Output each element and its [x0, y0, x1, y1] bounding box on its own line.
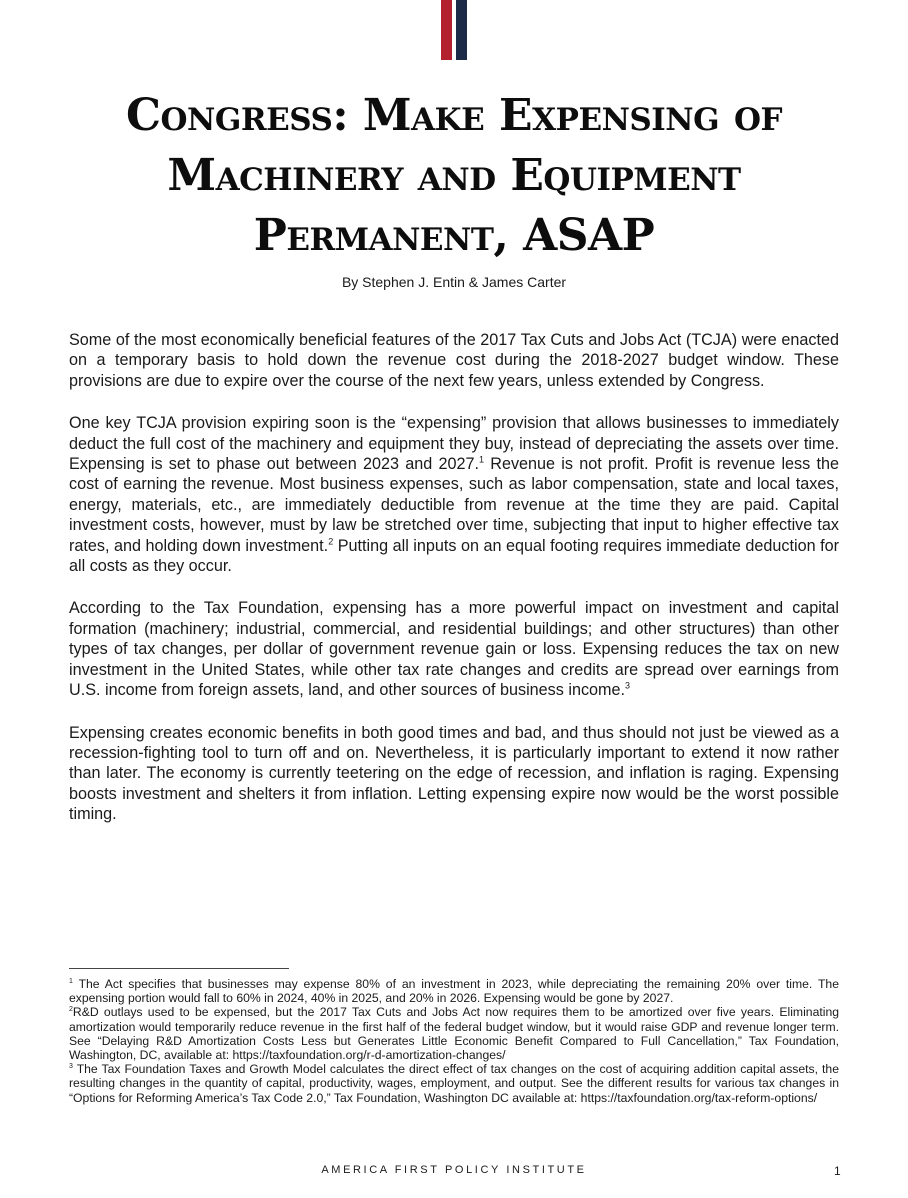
footnote-2-text: R&D outlays used to be expensed, but the 2017 Tax Cuts and Jobs Act now requires them to be amortized over five years. Eliminating amortization would temporarily reduce revenue in the first half of the federal budget window, but it would raise GDP and revenue longer term. See “Delaying R&D Amortization Costs Less but Generates Little Economic Benefit Compared to Full Cancellation,” Tax Foundation, Washington, DC, available at: https://taxfoundation.org/r-d-amortization-changes/	[69, 1005, 839, 1063]
paragraph-4: Expensing creates economic benefits in both good times and bad, and thus should not just be viewed as a recession-fighting tool to turn off and on. Nevertheless, it is particularly important to extend it now rather than later. The economy is currently teetering on the edge of recession, and inflation is raging. Expensing boosts investment and shelters it from inflation. Letting expensing expire now would be the worst possible timing.	[69, 723, 839, 824]
page-title: Congress: Make Expensing of Machinery and Equipment Permanent, ASAP	[126, 90, 782, 261]
footnote-3	[69, 1062, 839, 1105]
paragraph-2	[69, 413, 839, 576]
logo-navy-bar	[456, 0, 467, 60]
footnote-1-text: The Act specifies that businesses may expense 80% of an investment in 2023, while depreciating the remaining 20% over time. The expensing portion would fall to 60% in 2024, 40% in 2025, and 20% in 2026. Expensing would be gone by 2027.	[69, 977, 839, 1006]
article-body	[69, 330, 839, 847]
footnote-ref-2: 2	[328, 536, 334, 547]
footnote-3-text: The Tax Foundation Taxes and Growth Model calculates the direct effect of tax changes on the cost of acquiring addition capital assets, the resulting changes in the quantity of capital, productivity, wages, employment, and output. See the different results for various tax changes in “Options for Reforming America’s Tax Code 2.0,” Tax Foundation, Washington DC available at: https://taxfoundation.org/tax-reform-options/	[69, 1062, 839, 1105]
page-number: 1	[834, 1164, 841, 1178]
paragraph-2-text-a: One key TCJA provision expiring soon is the “expensing” provision that allows businesses to immediately deduct the full cost of the machinery and equipment they buy, instead of depreciating the assets over time. Expensing is set to phase out between 2023 and 2027.	[69, 414, 839, 474]
logo-red-bar	[441, 0, 452, 60]
paragraph-1: Some of the most economically beneficial features of the 2017 Tax Cuts and Jobs Act (TCJA) were enacted on a temporary basis to hold down the revenue cost during the 2018-2027 budget window. These provisions are due to expire over the course of the next few years, unless extended by Congress.	[69, 331, 839, 390]
footnote-ref-1: 1	[478, 454, 484, 465]
footnote-divider	[69, 968, 289, 969]
footnote-2-number: 2	[69, 1006, 73, 1014]
footnote-1	[69, 977, 839, 1005]
footnote-2	[69, 1005, 839, 1062]
footnote-ref-3: 3	[625, 680, 631, 691]
byline: By Stephen J. Entin & James Carter	[341, 274, 567, 290]
footnotes	[69, 977, 839, 1105]
paragraph-2-text-b: Revenue is not profit. Profit is revenue less the cost of earning the revenue. Most business expenses, such as labor compensation, state and local taxes, energy, materials, etc., are immediately deductible from revenue at the time they are paid. Capital investment costs, however, must by law be stretched over time, subjecting that input to higher effective tax rates, and holding down investment.	[69, 455, 839, 555]
paragraph-2-text-c: Putting all inputs on an equal footing requires immediate deduction for all costs as they occur.	[69, 536, 839, 576]
footer-organization: AMERICA FIRST POLICY INSTITUTE	[321, 1164, 587, 1176]
footnote-1-number: 1	[69, 977, 73, 985]
paragraph-3-text: According to the Tax Foundation, expensing has a more powerful impact on investment and capital formation (machinery; industrial, commercial, and residential buildings; and other structures) than other types of tax changes, per dollar of government revenue gain or loss. Expensing reduces the tax on new investment in the United States, while other tax rate changes and credits are spread over earnings from U.S. income from foreign assets, land, and other sources of business income.	[69, 599, 839, 700]
logo-bars	[441, 0, 468, 60]
footnote-3-number: 3	[69, 1063, 73, 1071]
paragraph-3	[69, 598, 839, 700]
